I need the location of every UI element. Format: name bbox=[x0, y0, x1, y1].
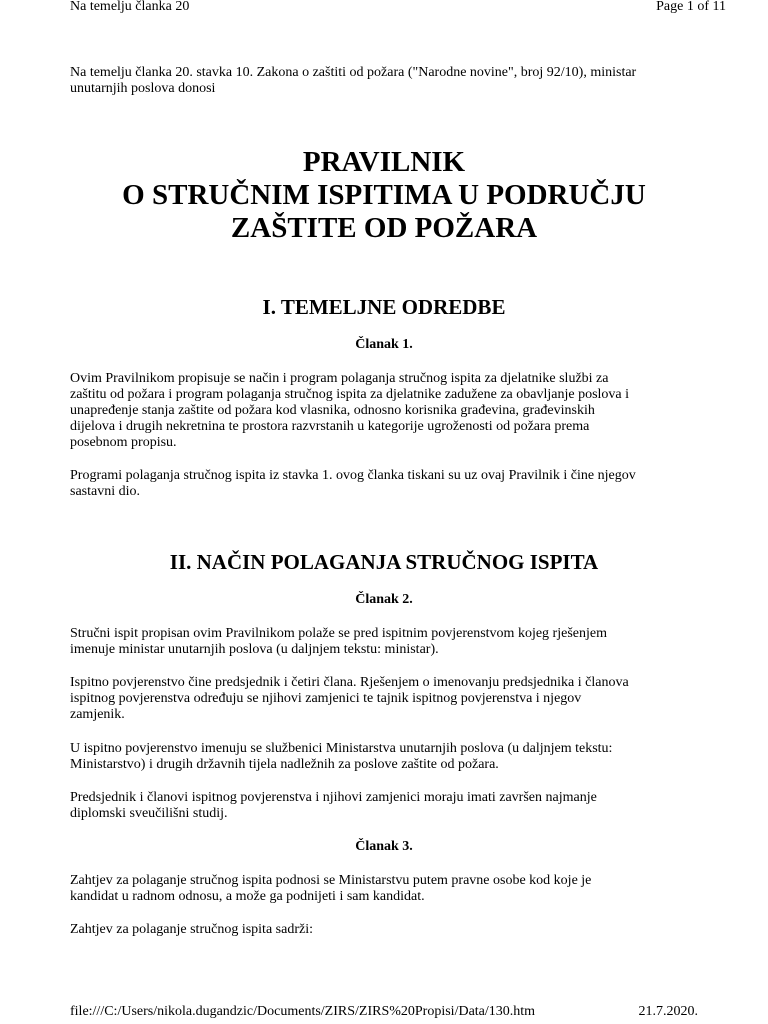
title-line: PRAVILNIK bbox=[302, 146, 466, 178]
document-title bbox=[0, 146, 768, 245]
text-line: Zahtjev za polaganje stručnog ispita sadrži: bbox=[70, 922, 313, 937]
page-header-left: Na temelju članka 20 bbox=[70, 0, 190, 14]
file-path-link[interactable]: file:///C:/Users/nikola.dugandzic/Documents/ZIRS/ZIRS%20Propisi/Data/130.htm bbox=[70, 1004, 536, 1019]
article-heading-3: Članak 3. bbox=[355, 839, 413, 854]
article-3-paragraph-1 bbox=[70, 873, 710, 905]
text-line: zaštitu od požara i program polaganja stručnog ispita za djelatnike zadužene za obavljanje poslova i bbox=[70, 387, 630, 402]
print-date: 21.7.2020. bbox=[638, 1004, 698, 1019]
article-2-paragraph-4 bbox=[70, 790, 710, 822]
text-line: Programi polaganja stručnog ispita iz stavka 1. ovog članka tiskani su uz ovaj Pravilnik i čine njegov bbox=[70, 468, 636, 483]
text-line: zamjenik. bbox=[70, 707, 125, 722]
article-heading-2: Članak 2. bbox=[355, 592, 413, 607]
preamble-line: unutarnjih poslova donosi bbox=[70, 81, 216, 96]
text-line: dijelova i drugih nekretnina te prostora razvrstanih u kategorije ugroženosti od požara prema bbox=[70, 419, 590, 434]
article-1-paragraph-2 bbox=[70, 468, 710, 500]
section-heading-1: I. TEMELJNE ODREDBE bbox=[262, 295, 506, 319]
article-heading-1: Članak 1. bbox=[355, 337, 413, 352]
section-heading-2: II. NAČIN POLAGANJA STRUČNOG ISPITA bbox=[169, 550, 599, 574]
article-2-paragraph-1 bbox=[70, 626, 710, 658]
text-line: Ovim Pravilnikom propisuje se način i program polaganja stručnog ispita za djelatnike službi za bbox=[70, 371, 609, 386]
title-line: O STRUČNIM ISPITIMA U PODRUČJU bbox=[122, 179, 646, 211]
text-line: kandidat u radnom odnosu, a može ga podnijeti i sam kandidat. bbox=[70, 889, 425, 904]
article-2-paragraph-3 bbox=[70, 741, 710, 773]
article-3-paragraph-2 bbox=[70, 922, 710, 938]
article-2-paragraph-2 bbox=[70, 675, 710, 723]
preamble-line: Na temelju članka 20. stavka 10. Zakona o zaštiti od požara ("Narodne novine", broj 92/10), ministar bbox=[70, 65, 637, 80]
page-number: Page 1 of 11 bbox=[656, 0, 726, 14]
text-line: imenuje ministar unutarnjih poslova (u daljnjem tekstu: ministar). bbox=[70, 642, 439, 657]
text-line: diplomski sveučilišni studij. bbox=[70, 806, 228, 821]
text-line: Ispitno povjerenstvo čine predsjednik i četiri člana. Rješenjem o imenovanju predsjednika i članova bbox=[70, 675, 629, 690]
text-line: unapređenje stanja zaštite od požara kod vlasnika, odnosno korisnika građevina, građevinskih bbox=[70, 403, 595, 418]
preamble bbox=[70, 65, 710, 97]
text-line: Stručni ispit propisan ovim Pravilnikom polaže se pred ispitnim povjerenstvom kojeg rješenjem bbox=[70, 626, 607, 641]
text-line: ispitnog povjerenstva određuju se njihovi zamjenici te tajnik ispitnog povjerenstva i njegov bbox=[70, 691, 582, 706]
title-line: ZAŠTITE OD POŽARA bbox=[230, 212, 538, 244]
text-line: sastavni dio. bbox=[70, 484, 140, 499]
text-line: Predsjednik i članovi ispitnog povjerenstva i njihovi zamjenici moraju imati završen najmanje bbox=[70, 790, 597, 805]
text-line: U ispitno povjerenstvo imenuju se službenici Ministarstva unutarnjih poslova (u daljnjem tekstu: bbox=[70, 741, 613, 756]
text-line: Zahtjev za polaganje stručnog ispita podnosi se Ministarstvu putem pravne osobe kod koje je bbox=[70, 873, 592, 888]
text-line: Ministarstvo) i drugih državnih tijela nadležnih za poslove zaštite od požara. bbox=[70, 757, 499, 772]
text-line: posebnom propisu. bbox=[70, 435, 177, 450]
article-1-paragraph-1 bbox=[70, 371, 710, 451]
